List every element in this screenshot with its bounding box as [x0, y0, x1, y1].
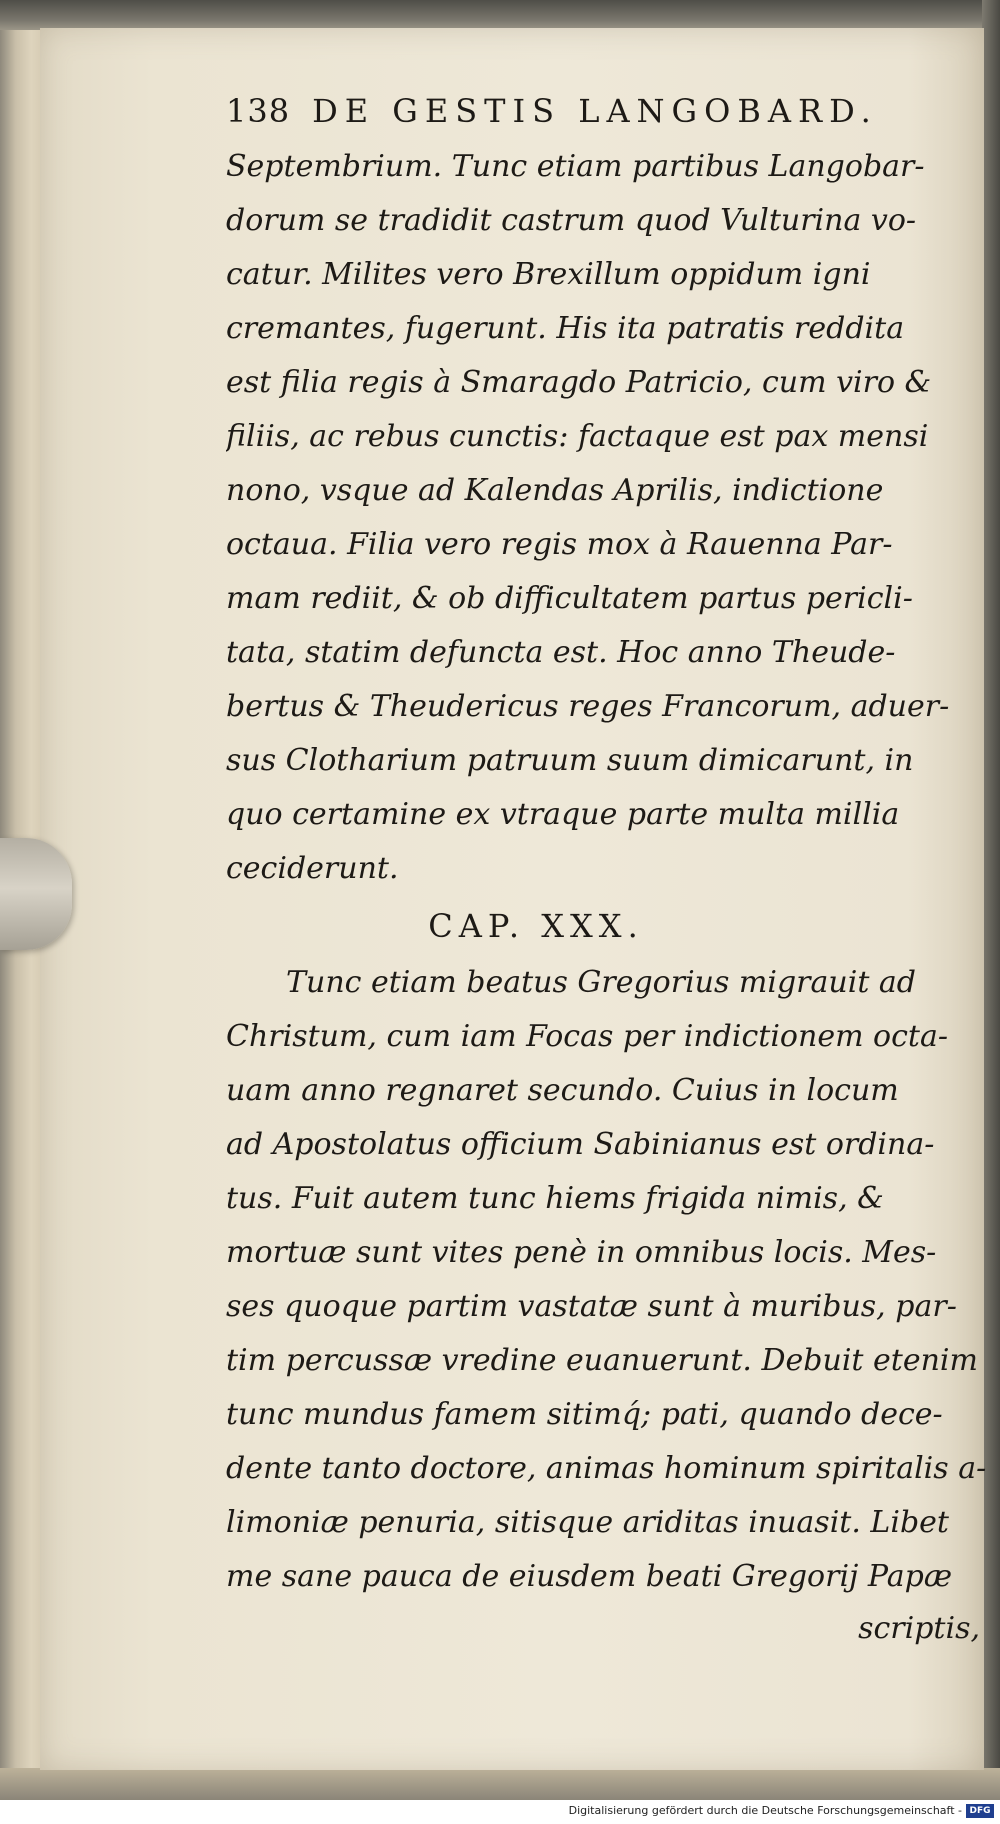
- text-line: Christum, cum iam Focas per indictionem octa-: [226, 1019, 948, 1054]
- text-line: sus Clotharium patruum suum dimicarunt, in: [226, 743, 914, 778]
- text-line: ses quoque partim vastatæ sunt à muribus, par-: [226, 1289, 957, 1324]
- text-line: tata, statim defuncta est. Hoc anno Theude-: [226, 635, 896, 670]
- text-line: Tunc etiam beatus Gregorius migrauit ad: [286, 965, 916, 1000]
- text-line: bertus & Theudericus reges Francorum, aduer-: [226, 689, 950, 724]
- text-line: mam rediit, & ob difficultatem partus pericli-: [226, 581, 913, 616]
- text-line: mortuæ sunt vites penè in omnibus locis. Mes-: [226, 1235, 937, 1270]
- page-text: [226, 92, 986, 1654]
- text-line: ceciderunt.: [226, 851, 399, 886]
- text-line: est filia regis à Smaragdo Patricio, cum viro &: [226, 365, 932, 400]
- text-line: cremantes, fugerunt. His ita patratis reddita: [226, 311, 905, 346]
- text-line: catur. Milites vero Brexillum oppidum igni: [226, 257, 871, 292]
- book-bottom-edge: [0, 1768, 1000, 1800]
- page-number: 138: [226, 92, 291, 130]
- text-line: uam anno regnaret secundo. Cuius in locum: [226, 1073, 899, 1108]
- text-line: tus. Fuit autem tunc hiems frigida nimis, &: [226, 1181, 884, 1216]
- chapter-heading: CAP. XXX.: [428, 907, 644, 945]
- digitization-credit: Digitalisierung gefördert durch die Deutsche Forschungsgemeinschaft -: [568, 1804, 962, 1817]
- text-line: tunc mundus famem sitimq́; pati, quando dece-: [226, 1397, 943, 1432]
- text-line: tim percussæ vredine euanuerunt. Debuit etenim: [226, 1343, 978, 1378]
- paragraph-1: [226, 140, 986, 896]
- text-line: limoniæ penuria, sitisque ariditas inuasit. Libet: [226, 1505, 949, 1540]
- text-line: me sane pauca de eiusdem beati Gregorij Papæ: [226, 1559, 953, 1594]
- catchword: scriptis,: [858, 1611, 980, 1646]
- paragraph-2: [226, 956, 986, 1604]
- text-line: octaua. Filia vero regis mox à Rauenna Par-: [226, 527, 893, 562]
- text-line: filiis, ac rebus cunctis: factaque est pax mensi: [226, 419, 929, 454]
- page-clip: [0, 838, 72, 950]
- text-line: ad Apostolatus officium Sabinianus est ordina-: [226, 1127, 935, 1162]
- text-line: quo certamine ex vtraque parte multa millia: [226, 797, 900, 832]
- text-line: dente tanto doctore, animas hominum spiritalis a-: [226, 1451, 986, 1486]
- dfg-logo-icon: DFG: [966, 1804, 994, 1818]
- running-title: DE GESTIS LANGOBARD.: [312, 92, 878, 130]
- text-line: nono, vsque ad Kalendas Aprilis, indictione: [226, 473, 884, 508]
- text-line: Septembrium. Tunc etiam partibus Langobar-: [226, 149, 925, 184]
- text-line: dorum se tradidit castrum quod Vulturina vo-: [226, 203, 917, 238]
- running-header: [226, 92, 986, 140]
